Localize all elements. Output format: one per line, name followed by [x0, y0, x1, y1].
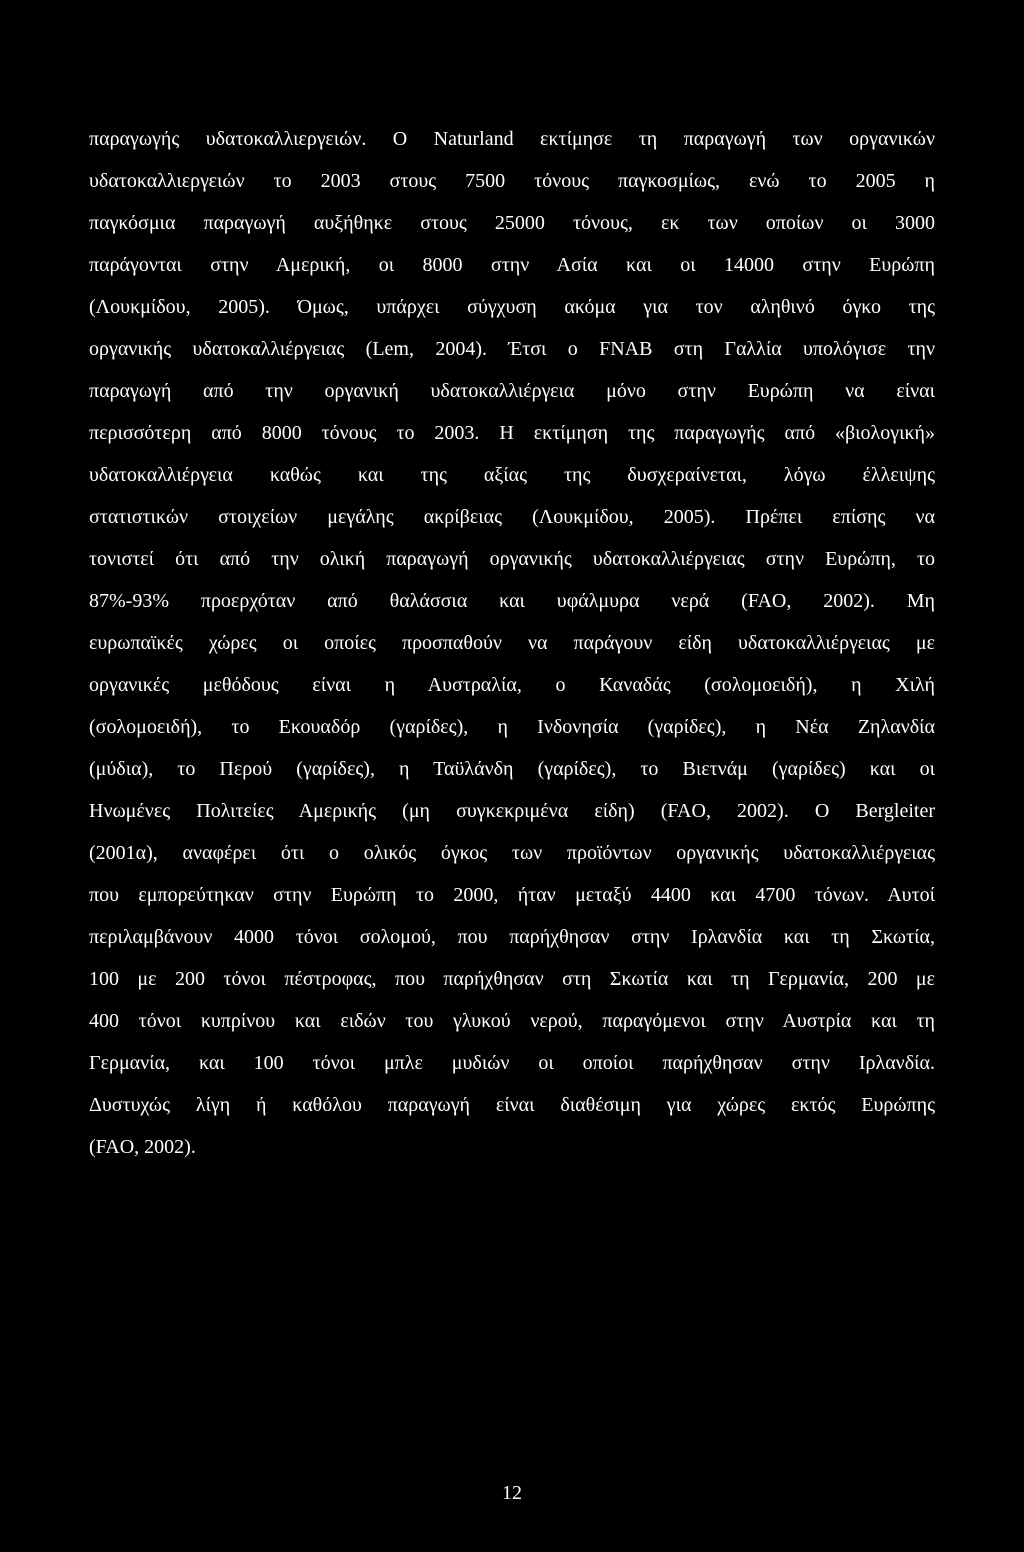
- paragraph-line: (σολομοειδή), το Εκουαδόρ (γαρίδες), η Ινδονησία (γαρίδες), η Νέα Ζηλανδία: [89, 716, 935, 738]
- paragraph-line: (μύδια), το Περού (γαρίδες), η Ταϋλάνδη (γαρίδες), το Βιετνάμ (γαρίδες) και οι: [89, 758, 935, 780]
- paragraph-line: Γερμανία, και 100 τόνοι μπλε μυδιών οι οποίοι παρήχθησαν στην Ιρλανδία.: [89, 1052, 935, 1074]
- paragraph-line: 87%-93% προερχόταν από θαλάσσια και υφάλμυρα νερά (FAO, 2002). Μη: [89, 590, 935, 612]
- paragraph-line: 100 με 200 τόνοι πέστροφας, που παρήχθησαν στη Σκωτία και τη Γερμανία, 200 με: [89, 968, 935, 990]
- paragraph-line: παραγωγής υδατοκαλλιεργειών. Ο Naturland εκτίμησε τη παραγωγή των οργανικών: [89, 128, 935, 150]
- page-number: 12: [502, 1482, 522, 1504]
- paragraph-line: παγκόσμια παραγωγή αυξήθηκε στους 25000 τόνους, εκ των οποίων οι 3000: [89, 212, 935, 234]
- paragraph-line: παράγονται στην Αμερική, οι 8000 στην Ασία και οι 14000 στην Ευρώπη: [89, 254, 935, 276]
- paragraph-line: παραγωγή από την οργανική υδατοκαλλιέργεια μόνο στην Ευρώπη να είναι: [89, 380, 935, 402]
- paragraph-line: περιλαμβάνουν 4000 τόνοι σολομού, που παρήχθησαν στην Ιρλανδία και τη Σκωτία,: [89, 926, 935, 948]
- paragraph-line: οργανικές μεθόδους είναι η Αυστραλία, ο Καναδάς (σολομοειδή), η Χιλή: [89, 674, 935, 696]
- paragraph-line: στατιστικών στοιχείων μεγάλης ακρίβειας (Λουκμίδου, 2005). Πρέπει επίσης να: [89, 506, 935, 528]
- paragraph-line: Δυστυχώς λίγη ή καθόλου παραγωγή είναι διαθέσιμη για χώρες εκτός Ευρώπης: [89, 1094, 935, 1116]
- paragraph-line: (Λουκμίδου, 2005). Όμως, υπάρχει σύγχυση ακόμα για τον αληθινό όγκο της: [89, 296, 935, 318]
- paragraph-line: υδατοκαλλιεργειών το 2003 στους 7500 τόνους παγκοσμίως, ενώ το 2005 η: [89, 170, 935, 192]
- paragraph-line: τονιστεί ότι από την ολική παραγωγή οργανικής υδατοκαλλιέργειας στην Ευρώπη, το: [89, 548, 935, 570]
- paragraph-line: 400 τόνοι κυπρίνου και ειδών του γλυκού νερού, παραγόμενοι στην Αυστρία και τη: [89, 1010, 935, 1032]
- paragraph-line: περισσότερη από 8000 τόνους το 2003. Η εκτίμηση της παραγωγής από «βιολογική»: [89, 422, 935, 444]
- paragraph-line: οργανικής υδατοκαλλιέργειας (Lem, 2004). Έτσι ο FNAB στη Γαλλία υπολόγισε την: [89, 338, 935, 360]
- body-paragraph: [89, 118, 935, 1168]
- paragraph-line: (2001α), αναφέρει ότι ο ολικός όγκος των προϊόντων οργανικής υδατοκαλλιέργειας: [89, 842, 935, 864]
- paragraph-line: (FAO, 2002).: [89, 1136, 196, 1158]
- paragraph-line: Ηνωμένες Πολιτείες Αμερικής (μη συγκεκριμένα είδη) (FAO, 2002). Ο Bergleiter: [89, 800, 935, 822]
- paragraph-line: ευρωπαϊκές χώρες οι οποίες προσπαθούν να παράγουν είδη υδατοκαλλιέργειας με: [89, 632, 935, 654]
- paragraph-line: που εμπορεύτηκαν στην Ευρώπη το 2000, ήταν μεταξύ 4400 και 4700 τόνων. Αυτοί: [89, 884, 935, 906]
- paragraph-line: υδατοκαλλιέργεια καθώς και της αξίας της δυσχεραίνεται, λόγω έλλειψης: [89, 464, 935, 486]
